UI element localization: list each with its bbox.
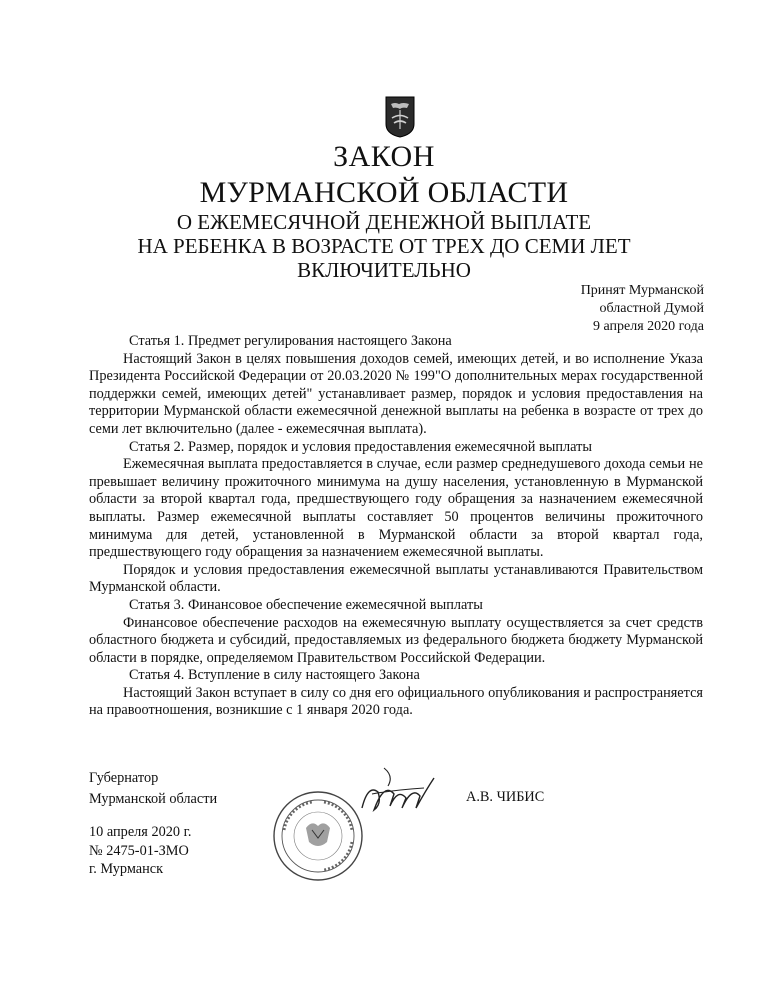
adoption-note [581, 282, 704, 336]
law-meta [89, 823, 191, 879]
signature-icon [354, 764, 444, 824]
article-2-title: Статья 2. Размер, порядок и условия предоставления ежемесячной выплаты [129, 438, 592, 455]
article-1-paragraph: Настоящий Закон в целях повышения доходов семей, имеющих детей, и во исполнение Указа Президента Российской Федерации от 20.03.2020 № 199"О дополнительных мерах государственной поддержки семей, имеющих детей" устанавливает размер, порядок и условия предоставления на территории Мурманской области ежемесячной денежной выплаты на ребенка в возрасте от трех до семи лет включительно (далее - ежемесячная выплата). [89, 350, 703, 437]
signing-city: г. Мурманск [89, 861, 164, 877]
law-title: ЗАКОН [333, 140, 435, 173]
signatory-position [89, 768, 217, 810]
signatory-position-line1: Губернатор [89, 770, 159, 786]
adoption-line2: областной Думой [599, 301, 704, 316]
law-subtitle-line2: НА РЕБЕНКА В ВОЗРАСТЕ ОТ ТРЕХ ДО СЕМИ ЛЕТ [137, 234, 631, 258]
article-4-title: Статья 4. Вступление в силу настоящего Закона [129, 667, 420, 684]
article-4-paragraph: Настоящий Закон вступает в силу со дня его официального опубликования и распространяется на правоотношения, возникшие с 1 января 2020 года. [89, 684, 703, 719]
adoption-date: 9 апреля 2020 года [593, 319, 704, 334]
law-subtitle-line1: О ЕЖЕМЕСЯЧНОЙ ДЕНЕЖНОЙ ВЫПЛАТЕ [176, 210, 592, 234]
coat-of-arms-icon [385, 96, 415, 138]
article-1-title: Статья 1. Предмет регулирования настоящего Закона [129, 333, 452, 349]
article-2-paragraph-2: Порядок и условия предоставления ежемесячной выплаты устанавливаются Правительством Мурманской области. [89, 561, 703, 596]
article-2-paragraph-1: Ежемесячная выплата предоставляется в случае, если размер среднедушевого дохода семьи не превышает величину прожиточного минимума на душу населения, установленную в Мурманской области за второй квартал года, предшествующего году обращения за назначением ежемесячной выплаты. Размер ежемесячной выплаты составляет 50 процентов величины прожиточного минимума для детей, установленной в Мурманской области за второй квартал года, предшествующего году обращения за назначением ежемесячной выплаты. [89, 456, 703, 561]
region-title: МУРМАНСКОЙ ОБЛАСТИ [199, 176, 569, 209]
signatory-position-line2: Мурманской области [89, 791, 218, 807]
law-number: № 2475-01-ЗМО [89, 842, 189, 859]
law-body [89, 333, 703, 720]
signatory-name: А.В. ЧИБИС [466, 789, 545, 805]
article-3-paragraph: Финансовое обеспечение расходов на ежемесячную выплату осуществляется за счет средств областного бюджета и субсидий, предоставляемых из федерального бюджета бюджету Мурманской области в порядке, определяемом Правительством Российской Федерации. [89, 614, 703, 666]
law-subtitle-line3: ВКЛЮЧИТЕЛЬНО [297, 258, 471, 282]
seal-icon [272, 790, 364, 882]
signing-date: 10 апреля 2020 г. [89, 824, 192, 840]
adoption-line1: Принят Мурманской [580, 283, 704, 298]
article-3-title: Статья 3. Финансовое обеспечение ежемесячной выплаты [129, 596, 483, 613]
